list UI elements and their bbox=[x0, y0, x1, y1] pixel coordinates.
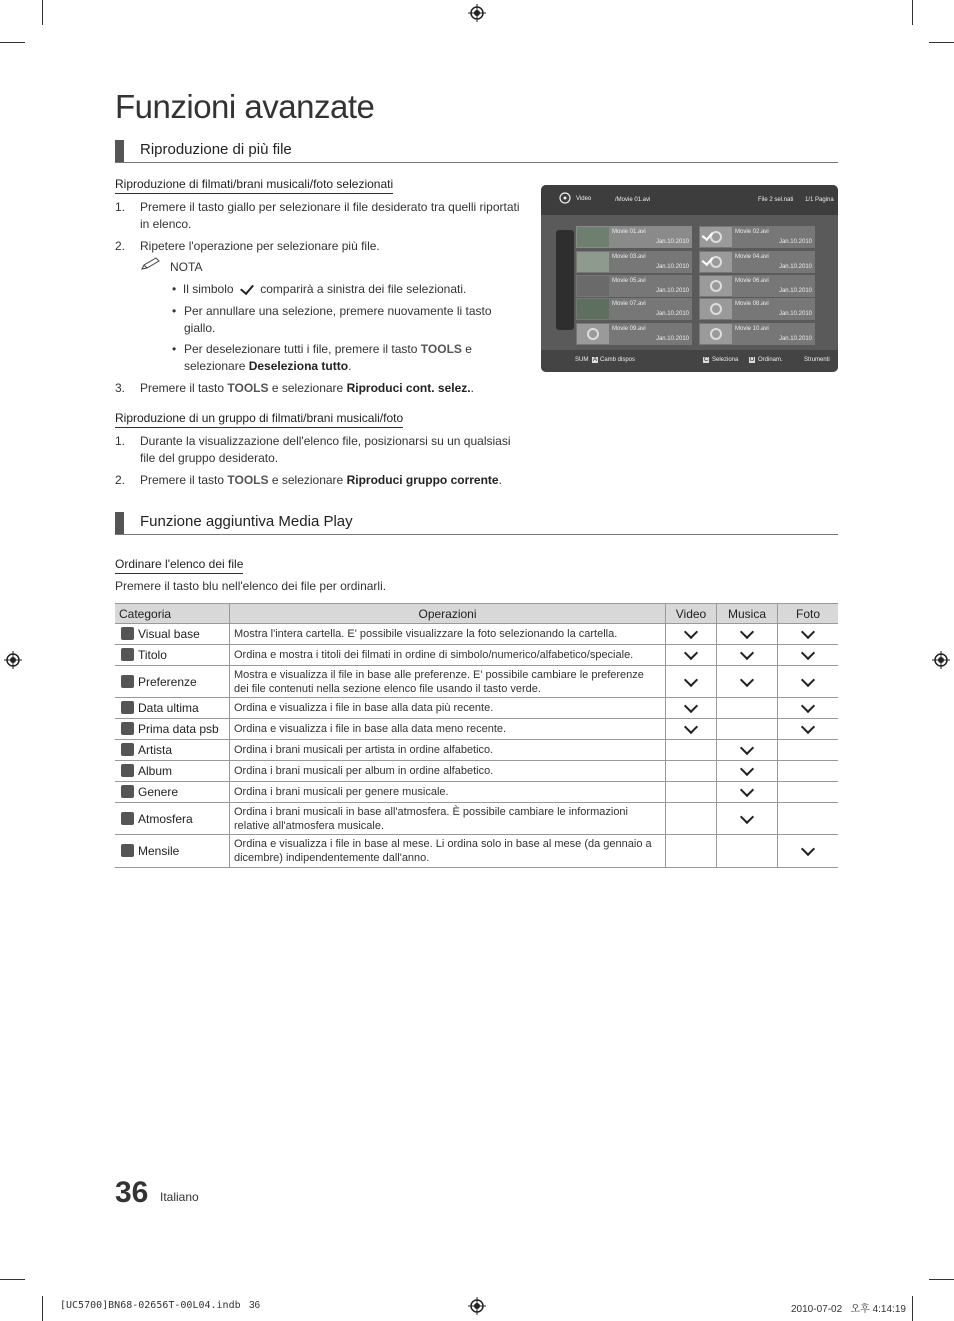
file-date: Jan.10.2010 bbox=[778, 311, 812, 317]
section-heading bbox=[115, 512, 838, 535]
support-cell bbox=[717, 698, 778, 719]
support-cell bbox=[778, 835, 839, 868]
file-date: Jan.10.2010 bbox=[655, 336, 689, 342]
crop-mark bbox=[42, 0, 43, 25]
category-label: Preferenze bbox=[138, 674, 197, 689]
category-cell bbox=[115, 782, 230, 803]
table-row bbox=[115, 666, 838, 698]
file-name: Movie 06.avi bbox=[735, 278, 769, 284]
registration-mark-icon bbox=[468, 4, 486, 22]
support-cell bbox=[778, 782, 839, 803]
subsection-title: Riproduzione di filmati/brani musicali/foto selezionati bbox=[115, 177, 393, 194]
step-number: 2. bbox=[115, 473, 126, 487]
support-cell bbox=[717, 624, 778, 645]
operation-cell: Ordina e visualizza i file in base al mese. Li ordina solo in base al mese (da gennaio a dicembre) indipendentemente dall'anno. bbox=[230, 835, 666, 868]
checkmark-icon bbox=[684, 720, 698, 734]
category-label: Album bbox=[138, 764, 173, 778]
support-cell bbox=[717, 666, 778, 698]
checkmark-icon bbox=[740, 741, 754, 755]
checkmark-icon bbox=[801, 842, 815, 856]
support-cell bbox=[778, 624, 839, 645]
checkmark-icon bbox=[740, 625, 754, 639]
file-tile[interactable] bbox=[699, 251, 815, 273]
category-icon bbox=[121, 648, 134, 661]
section-bar bbox=[115, 512, 124, 534]
table-header-row bbox=[115, 604, 838, 624]
file-tile[interactable] bbox=[699, 298, 815, 320]
crop-mark bbox=[42, 1296, 43, 1321]
checkmark-icon bbox=[801, 672, 815, 686]
bullet-text-part: Per deselezionare tutti i file, premere il tasto bbox=[184, 342, 418, 356]
support-cell bbox=[717, 803, 778, 835]
category-cell bbox=[115, 835, 230, 868]
crop-mark bbox=[929, 1279, 954, 1280]
registration-mark-icon bbox=[468, 1297, 486, 1315]
step-number: 3. bbox=[115, 381, 126, 395]
file-date: Jan.10.2010 bbox=[655, 311, 689, 317]
media-play-screenshot bbox=[541, 185, 838, 372]
operation-cell: Ordina e visualizza i file in base alla data meno recente. bbox=[230, 719, 666, 740]
d-key: D bbox=[750, 357, 755, 363]
section-heading-text: Funzione aggiuntiva Media Play bbox=[140, 513, 353, 530]
column-header: Musica bbox=[717, 604, 778, 624]
step-number: 1. bbox=[115, 200, 126, 214]
menu-option: Riproduci cont. selez. bbox=[346, 381, 471, 395]
category-sidebar bbox=[556, 230, 574, 330]
operation-cell: Ordina e visualizza i file in base alla data più recente. bbox=[230, 698, 666, 719]
file-tile[interactable] bbox=[576, 226, 692, 248]
support-cell bbox=[666, 761, 717, 782]
subsection-title: Riproduzione di un gruppo di filmati/brani musicali/foto bbox=[115, 411, 403, 428]
note-label: NOTA bbox=[170, 260, 203, 274]
file-tile[interactable] bbox=[699, 323, 815, 345]
column-header: Operazioni bbox=[230, 604, 666, 624]
checkmark-icon bbox=[740, 672, 754, 686]
file-date: Jan.10.2010 bbox=[778, 336, 812, 342]
category-icon bbox=[121, 785, 134, 798]
category-cell bbox=[115, 624, 230, 645]
category-cell bbox=[115, 698, 230, 719]
category-label: Atmosfera bbox=[138, 811, 193, 826]
step-text: Premere il tasto giallo per selezionare il file desiderato tra quelli riportati in elenco. bbox=[140, 200, 520, 231]
c-key: C bbox=[704, 357, 709, 363]
bullet-dot: • bbox=[172, 342, 177, 356]
file-name: Movie 09.avi bbox=[612, 326, 646, 332]
operation-cell: Ordina e mostra i titoli dei filmati in ordine di simbolo/numerico/alfabetico/speciale. bbox=[230, 645, 666, 666]
file-date: Jan.10.2010 bbox=[778, 264, 812, 270]
table-row bbox=[115, 803, 838, 835]
support-cell bbox=[778, 719, 839, 740]
section-heading-text: Riproduzione di più file bbox=[140, 141, 292, 158]
file-tile[interactable] bbox=[699, 275, 815, 297]
support-cell bbox=[666, 782, 717, 803]
a-key: A bbox=[593, 357, 598, 363]
support-cell bbox=[717, 835, 778, 868]
table-row bbox=[115, 719, 838, 740]
registration-mark-icon bbox=[4, 651, 22, 669]
support-cell bbox=[778, 645, 839, 666]
file-tile[interactable] bbox=[576, 323, 692, 345]
category-icon bbox=[121, 675, 134, 688]
category-icon bbox=[121, 764, 134, 777]
section-heading bbox=[115, 140, 838, 163]
step-text: Durante la visualizzazione dell'elenco file, posizionarsi su un qualsiasi file del gruppo desiderato. bbox=[140, 434, 511, 465]
file-date: Jan.10.2010 bbox=[778, 288, 812, 294]
operation-cell: Ordina i brani musicali per genere musicale. bbox=[230, 782, 666, 803]
step-text-part: Premere il tasto bbox=[140, 381, 225, 395]
menu-option: Riproduci gruppo corrente bbox=[346, 473, 499, 487]
category-cell bbox=[115, 740, 230, 761]
table-row bbox=[115, 624, 838, 645]
support-cell bbox=[666, 645, 717, 666]
step-number: 1. bbox=[115, 434, 126, 448]
category-label: Titolo bbox=[138, 648, 167, 662]
support-cell bbox=[666, 624, 717, 645]
step-text-part: e selezionare bbox=[271, 381, 344, 395]
file-name: Movie 04.avi bbox=[735, 254, 769, 260]
column-header: Video bbox=[666, 604, 717, 624]
table-row bbox=[115, 835, 838, 868]
table-row bbox=[115, 740, 838, 761]
crop-mark bbox=[912, 1296, 913, 1321]
file-name: Movie 02.avi bbox=[735, 229, 769, 235]
step-text-part: Premere il tasto bbox=[140, 473, 225, 487]
checkmark-icon bbox=[801, 699, 815, 713]
file-name: Movie 01.avi bbox=[612, 229, 646, 235]
crop-mark bbox=[0, 1279, 25, 1280]
footer-datetime: 2010-07-02 오후 4:14:19 bbox=[791, 1304, 906, 1315]
step-text: Premere il tasto TOOLS e selezionare Riproduci cont. selez.. bbox=[140, 381, 474, 395]
bullet-text: Per deselezionare tutti i file, premere il tasto TOOLS e selezionare Deseleziona tutto. bbox=[184, 342, 472, 373]
table-row bbox=[115, 698, 838, 719]
operation-cell: Ordina i brani musicali per album in ordine alfabetico. bbox=[230, 761, 666, 782]
menu-option: Deseleziona tutto bbox=[248, 359, 349, 373]
camb-dispos-label: Camb dispos bbox=[600, 357, 636, 363]
support-cell bbox=[666, 803, 717, 835]
file-name: Movie 03.avi bbox=[612, 254, 646, 260]
support-cell bbox=[717, 740, 778, 761]
category-cell bbox=[115, 645, 230, 666]
support-cell bbox=[717, 761, 778, 782]
category-cell bbox=[115, 803, 230, 835]
checkmark-icon bbox=[240, 281, 254, 295]
bullet-text: comparirà a sinistra dei file selezionati. bbox=[260, 282, 467, 296]
checkmark-icon bbox=[740, 762, 754, 776]
file-name: Movie 08.avi bbox=[735, 301, 769, 307]
bullet-text: Il simbolo bbox=[182, 282, 234, 296]
operation-cell: Ordina i brani musicali in base all'atmosfera. È possibile cambiare le informazioni relative all'atmosfera musicale. bbox=[230, 803, 666, 835]
checkmark-icon bbox=[684, 672, 698, 686]
support-cell bbox=[717, 645, 778, 666]
category-label: Genere bbox=[138, 785, 179, 799]
checkmark-icon bbox=[684, 646, 698, 660]
tools-key: TOOLS bbox=[420, 342, 462, 356]
checkmark-icon bbox=[740, 809, 754, 823]
category-label: Prima data psb bbox=[138, 722, 219, 736]
page-title: Funzioni avanzate bbox=[115, 88, 375, 125]
bullet-dot: • bbox=[172, 282, 183, 296]
checkmark-icon bbox=[740, 783, 754, 797]
tools-key: TOOLS bbox=[227, 473, 269, 487]
category-label: Data ultima bbox=[138, 701, 199, 715]
support-cell bbox=[778, 803, 839, 835]
ordinam-label: Ordinam. bbox=[758, 357, 783, 363]
checkmark-icon bbox=[801, 720, 815, 734]
page-indicator: 1/1 Pagina bbox=[805, 197, 834, 203]
intro-text: Premere il tasto blu nell'elenco dei file per ordinarli. bbox=[115, 579, 387, 593]
operation-cell: Mostra e visualizza il file in base alle preferenze. E' possibile cambiare le preferenze dei file contenuti nella sezione elenco file usando il tasto verde. bbox=[230, 666, 666, 698]
file-tile[interactable] bbox=[576, 275, 692, 297]
crop-mark bbox=[929, 42, 954, 43]
bullet-text: Per annullare una selezione, premere nuovamente li tasto giallo. bbox=[184, 304, 492, 335]
category-icon bbox=[121, 844, 134, 857]
source-label: Video bbox=[576, 196, 592, 202]
bullet-text-part: e selezionare bbox=[184, 342, 472, 373]
file-name: Movie 10.avi bbox=[735, 326, 769, 332]
category-cell bbox=[115, 666, 230, 698]
file-date: Jan.10.2010 bbox=[778, 239, 812, 245]
note-pencil-icon bbox=[140, 257, 162, 271]
support-cell bbox=[717, 782, 778, 803]
footer-page: 36 bbox=[249, 1300, 261, 1311]
footer-file: [UC5700]BN68-02656T-00L04.indb bbox=[60, 1300, 241, 1311]
file-date: Jan.10.2010 bbox=[655, 239, 689, 245]
column-header: Foto bbox=[778, 604, 839, 624]
checkmark-icon bbox=[740, 646, 754, 660]
language-label: Italiano bbox=[160, 1190, 199, 1204]
category-label: Mensile bbox=[138, 844, 180, 858]
subsection-title: Ordinare l'elenco dei file bbox=[115, 557, 243, 574]
category-label: Visual base bbox=[138, 627, 200, 641]
support-cell bbox=[666, 740, 717, 761]
category-cell bbox=[115, 761, 230, 782]
strumenti-label: Strumenti bbox=[804, 357, 830, 363]
support-cell bbox=[778, 698, 839, 719]
file-name: Movie 07.avi bbox=[612, 301, 646, 307]
file-path: /Movie 01.avi bbox=[615, 197, 651, 203]
file-date: Jan.10.2010 bbox=[655, 264, 689, 270]
operation-cell: Ordina i brani musicali per artista in ordine alfabetico. bbox=[230, 740, 666, 761]
bullet-dot: • bbox=[172, 304, 177, 318]
checkmark-icon bbox=[801, 625, 815, 639]
category-icon bbox=[121, 627, 134, 640]
seleziona-label: Seleziona bbox=[712, 357, 739, 363]
step-text: Ripetere l'operazione per selezionare più file. bbox=[140, 239, 380, 253]
column-header: Categoria bbox=[115, 604, 230, 624]
support-cell bbox=[717, 719, 778, 740]
support-cell bbox=[778, 666, 839, 698]
file-name: Movie 05.avi bbox=[612, 278, 646, 284]
section-bar bbox=[115, 140, 124, 162]
selected-count: File 2 sel.nati bbox=[758, 197, 794, 203]
crop-mark bbox=[0, 42, 25, 43]
sort-options-table bbox=[115, 603, 838, 868]
checkmark-icon bbox=[684, 625, 698, 639]
file-tile[interactable] bbox=[576, 298, 692, 320]
operation-cell: Mostra l'intera cartella. E' possibile visualizzare la foto selezionando la cartella. bbox=[230, 624, 666, 645]
support-cell bbox=[666, 835, 717, 868]
file-tile[interactable] bbox=[699, 226, 815, 248]
tools-key: TOOLS bbox=[227, 381, 269, 395]
step-text-part: e selezionare bbox=[271, 473, 344, 487]
video-reel-icon bbox=[559, 192, 571, 204]
support-cell bbox=[666, 719, 717, 740]
table-row bbox=[115, 645, 838, 666]
category-cell bbox=[115, 719, 230, 740]
table-row bbox=[115, 761, 838, 782]
bullet-item bbox=[172, 281, 522, 298]
file-date: Jan.10.2010 bbox=[655, 288, 689, 294]
support-cell bbox=[778, 761, 839, 782]
step-text: Premere il tasto TOOLS e selezionare Riproduci gruppo corrente. bbox=[140, 473, 502, 487]
crop-mark bbox=[912, 0, 913, 25]
registration-mark-icon bbox=[932, 651, 950, 669]
table-row bbox=[115, 782, 838, 803]
step-number: 2. bbox=[115, 239, 126, 253]
category-icon bbox=[121, 701, 134, 714]
checkmark-icon bbox=[801, 646, 815, 660]
file-tile[interactable] bbox=[576, 251, 692, 273]
category-icon bbox=[121, 722, 134, 735]
support-cell bbox=[666, 666, 717, 698]
sum-label: SUM bbox=[575, 357, 589, 363]
category-icon bbox=[121, 743, 134, 756]
category-icon bbox=[121, 812, 134, 825]
checkmark-icon bbox=[684, 699, 698, 713]
category-label: Artista bbox=[138, 743, 173, 757]
support-cell bbox=[666, 698, 717, 719]
support-cell bbox=[778, 740, 839, 761]
page-number: 36 bbox=[115, 1176, 149, 1209]
